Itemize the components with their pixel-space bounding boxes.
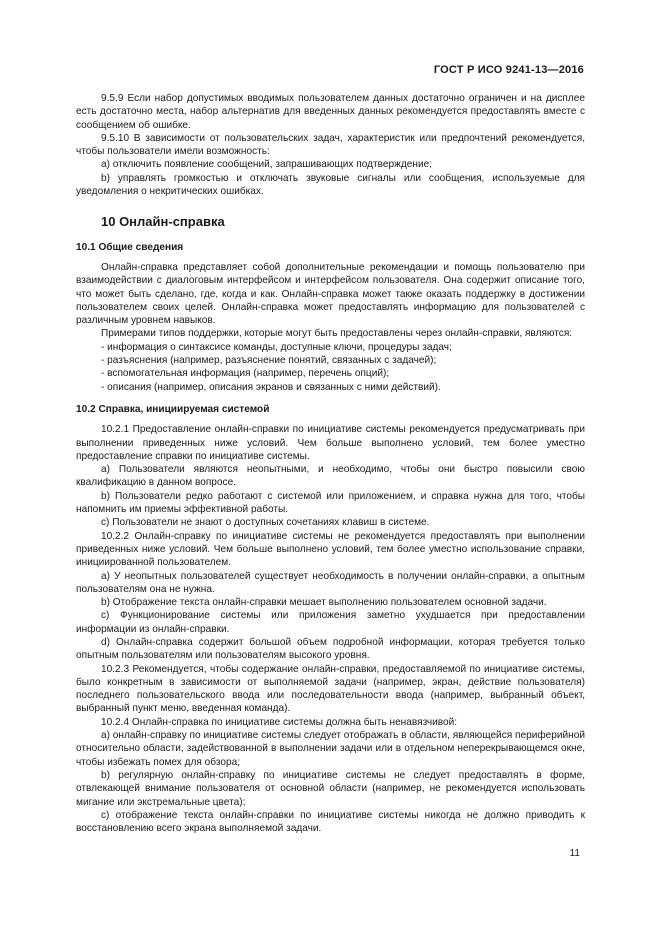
paragraph-9-5-10: 9.5.10 В зависимости от пользовательских задач, характеристик или предпочтений рекомендуется, чтобы пользователи имели возможность: [76,132,585,158]
paragraph-10-2-1: 10.2.1 Предоставление онлайн-справки по инициативе системы рекомендуется предусматривать при выполнении приведенных ниже условий. Чем больше выполнено условий, тем более уместно предоставление справки по инициативе системы. [76,424,585,462]
paragraph-10-1-intro: Онлайн-справка представляет собой дополнительные рекомендации и помощь пользователю при взаимодействии с диалоговым интерфейсом и интерфейсом пользователя. Она содержит описание того, что может быть сделано, где, когда и как. Онлайн-справка может также оказать поддержку в достижении пользователем своих целей. Онлайн-справка может предоставлять информацию для пользователей с различным уровнем навыков. [76,261,585,327]
list-item-10-2-1-b: b) Пользователи редко работают с системой или приложением, и справка нужна для того, чтобы напомнить им приемы эффективной работы. [76,490,585,516]
list-item-10-2-4-a: a) онлайн-справку по инициативе системы следует отображать в области, являющейся периферийной относительно области, задействованной в выполнении задачи или в отдельном неперекрывающемся окне, чтобы избежать помех для обзора; [76,730,585,768]
section-heading-10: 10 Онлайн-справка [101,214,225,230]
list-item-10-2-4-b: b) регулярную онлайн-справку по инициативе системы не следует предоставлять в форме, отвлекающей внимание пользователя от основной области (например, не рекомендуется использовать мигание или экстремальные цвета); [76,769,585,808]
paragraph-10-2-4: 10.2.4 Онлайн-справка по инициативе системы должна быть ненавязчивой: [101,716,458,728]
subsection-heading-10-1: 10.1 Общие сведения [76,241,184,253]
document-header: ГОСТ Р ИСО 9241-13—2016 [433,64,584,76]
list-item-10-2-4-c: c) отображение текста онлайн-справки по инициативе системы никогда не должно приводить к восстановлению всего экрана выполняемой задачи. [76,809,585,835]
paragraph-9-5-9: 9.5.9 Если набор допустимых вводимых пользователем данных достаточно ограничен и на дисплее есть достаточно места, набор альтернатив для введенных данных рекомендуется предоставлять вместе с сообщением об ошибке. [76,93,585,131]
list-item-10-2-1-c: c) Пользователи не знают о доступных сочетаниях клавиш в системе. [101,517,430,529]
list-item-10-2-2-a: a) У неопытных пользователей существует необходимость в получении онлайн-справки, а опытным пользователям она не нужна. [76,570,585,595]
paragraph-10-1-examples: Примерами типов поддержки, которые могут быть предоставлены через онлайн-справки, являются: [101,328,573,340]
list-item-9-5-10-b: b) управлять громкостью и отключать звуковые сигналы или сообщения, используемые для уведомления о некритических ошибках. [76,172,585,198]
list-item-explanations: - разъяснения (например, разъяснение понятий, связанных с задачей); [101,355,437,367]
list-item-syntax: - информация о синтаксисе команды, доступные ключи, процедуры задач; [101,341,452,353]
paragraph-10-2-2: 10.2.2 Онлайн-справку по инициативе системы не рекомендуется предоставлять при выполнении приведенных ниже условий. Чем больше выполнено условий, тем более уместно использование справки, инициированной пользователем. [76,530,585,569]
paragraph-10-2-3: 10.2.3 Рекомендуется, чтобы содержание онлайн-справки, предоставляемой по инициативе системы, было конкретным в зависимости от выполняемой задачи (например, экран, действие пользователя) последнего пользовательского ввода или последовательности ввода (например, выбранный объект, выбранный пункт меню, введенная команда). [76,663,585,715]
list-item-10-2-2-b: b) Отображение текста онлайн-справки мешает выполнению пользователем основной задачи. [101,597,547,609]
list-item-9-5-10-a: a) отключить появление сообщений, запрашивающих подтверждение; [101,159,433,171]
list-item-auxiliary: - вспомогательная информация (например, перечень опций); [101,368,390,380]
list-item-10-2-2-d: d) Онлайн-справка содержит большой объем подробной информации, которая требуется только опытным пользователям или пользователям высокого уровня. [76,636,585,662]
document-body [76,92,585,835]
list-item-10-2-2-c: c) Функционирование системы или приложения заметно ухудшается при предоставлении информации из онлайн-справки. [76,610,585,635]
page-number: 11 [569,848,580,859]
list-item-10-2-1-a: a) Пользователи являются неопытными, и необходимо, чтобы они быстро повысили свою квалификацию в данном вопросе. [76,464,585,489]
list-item-descriptions: - описания (например, описания экранов и связанных с ними действий). [101,381,441,393]
subsection-heading-10-2: 10.2 Справка, инициируемая системой [76,403,270,415]
